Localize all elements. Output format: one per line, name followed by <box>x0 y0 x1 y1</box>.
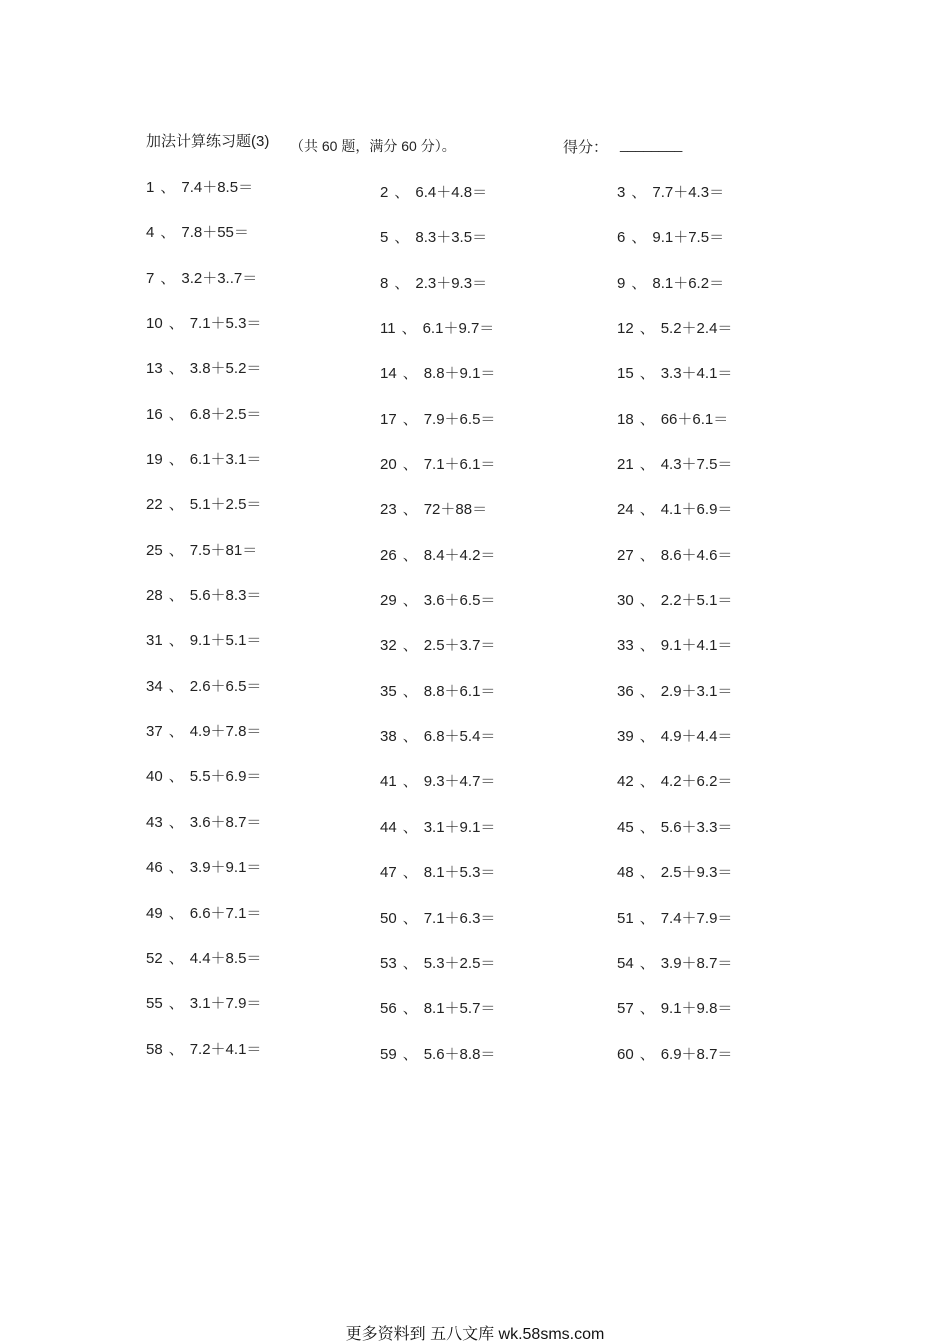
problem-number: 2 <box>380 184 389 201</box>
problem-number: 56 <box>380 1000 397 1018</box>
problem-separator: 、 <box>639 501 655 519</box>
problem-number: 44 <box>380 818 397 836</box>
problem-separator: 、 <box>639 909 655 927</box>
problem-number: 22 <box>146 496 163 514</box>
problem-item <box>146 992 261 1013</box>
problem-number: 39 <box>617 728 634 746</box>
problem-separator: 、 <box>639 320 655 338</box>
problem-number: 42 <box>617 773 634 791</box>
problem-separator: 、 <box>168 632 184 650</box>
problem-separator: 、 <box>639 728 655 746</box>
problem-separator: 、 <box>168 949 184 967</box>
problem-separator: 、 <box>168 813 184 831</box>
problem-number: 28 <box>146 587 163 605</box>
problem-separator: 、 <box>631 184 647 201</box>
problem-expression: 5.5＋6.9＝ <box>189 768 262 786</box>
problem-number: 40 <box>146 768 163 786</box>
problem-expression: 8.8＋9.1＝ <box>423 365 496 383</box>
problem-separator: 、 <box>394 229 410 247</box>
problem-separator: 、 <box>639 773 655 791</box>
problem-item <box>146 629 261 650</box>
problem-item <box>380 680 495 701</box>
problem-item <box>380 589 495 610</box>
problem-separator: 、 <box>168 451 184 469</box>
problem-expression: 8.8＋6.1＝ <box>423 682 496 700</box>
problem-expression: 6.8＋2.5＝ <box>189 405 262 423</box>
problem-number: 47 <box>380 864 397 882</box>
problem-item <box>380 816 495 837</box>
problem-expression: 8.1＋5.3＝ <box>423 864 496 882</box>
problem-number: 17 <box>380 410 397 428</box>
problem-expression: 5.2＋2.4＝ <box>660 320 733 338</box>
problem-number: 31 <box>146 632 163 650</box>
problem-item <box>617 816 732 837</box>
problem-number: 6 <box>617 229 626 247</box>
problem-number: 33 <box>617 637 634 655</box>
problem-expression: 7.1＋6.1＝ <box>423 456 496 474</box>
problem-number: 18 <box>617 410 634 428</box>
problem-separator: 、 <box>402 410 418 428</box>
problem-item <box>146 448 261 469</box>
problem-expression: 8.6＋4.6＝ <box>660 546 733 564</box>
problem-expression: 6.1＋9.7＝ <box>422 320 495 338</box>
problem-item <box>617 498 732 519</box>
problem-expression: 4.9＋7.8＝ <box>189 723 262 741</box>
problem-item <box>146 811 261 832</box>
problem-expression: 7.1＋6.3＝ <box>423 909 496 927</box>
problem-item <box>380 997 495 1018</box>
problem-expression: 3.3＋4.1＝ <box>660 365 733 383</box>
problem-row <box>0 443 950 488</box>
problem-expression: 8.4＋4.2＝ <box>423 546 496 564</box>
problem-item <box>146 539 257 560</box>
problem-expression: 7.7＋4.3＝ <box>652 184 725 201</box>
problem-number: 21 <box>617 456 634 474</box>
problem-number: 3 <box>617 184 626 201</box>
problem-separator: 、 <box>402 546 418 564</box>
problem-item <box>380 408 495 429</box>
problem-row <box>0 262 950 307</box>
problem-separator: 、 <box>402 682 418 700</box>
problem-separator: 、 <box>168 859 184 877</box>
problem-item <box>146 675 261 696</box>
problem-separator: 、 <box>168 677 184 695</box>
problem-expression: 3.1＋9.1＝ <box>423 818 496 836</box>
problem-separator: 、 <box>639 456 655 474</box>
problem-number: 41 <box>380 773 397 791</box>
problem-separator: 、 <box>160 224 176 242</box>
problem-expression: 3.2＋3..7＝ <box>181 269 258 287</box>
problem-expression: 2.6＋6.5＝ <box>189 677 262 695</box>
problem-item <box>146 856 261 877</box>
problem-expression: 5.6＋8.8＝ <box>423 1045 496 1063</box>
problem-item <box>380 1043 495 1064</box>
problem-expression: 5.1＋2.5＝ <box>189 496 262 514</box>
problem-item <box>617 589 732 610</box>
problem-item <box>146 267 257 288</box>
problem-expression: 9.1＋9.8＝ <box>660 1000 733 1018</box>
problem-separator: 、 <box>639 1045 655 1063</box>
problem-expression: 66＋6.1＝ <box>660 410 729 428</box>
problem-number: 60 <box>617 1045 634 1063</box>
problem-expression: 6.4＋4.8＝ <box>415 184 488 201</box>
problem-separator: 、 <box>160 179 176 196</box>
problem-separator: 、 <box>639 546 655 564</box>
problem-separator: 、 <box>168 768 184 786</box>
problem-number: 4 <box>146 224 155 242</box>
problem-item <box>380 362 495 383</box>
problem-separator: 、 <box>168 496 184 514</box>
problem-row <box>0 670 950 715</box>
problem-expression: 5.3＋2.5＝ <box>423 954 496 972</box>
problem-number: 1 <box>146 179 155 196</box>
problem-separator: 、 <box>639 1000 655 1018</box>
problem-number: 59 <box>380 1045 397 1063</box>
problem-expression: 3.6＋8.7＝ <box>189 813 262 831</box>
problem-separator: 、 <box>402 818 418 836</box>
problem-row <box>0 171 950 216</box>
problem-item <box>617 544 732 565</box>
problem-number: 7 <box>146 269 155 287</box>
problem-separator: 、 <box>639 682 655 700</box>
problem-item <box>617 181 724 202</box>
problem-item <box>380 272 487 293</box>
worksheet-header <box>0 130 950 160</box>
problem-item <box>617 680 732 701</box>
problem-number: 49 <box>146 904 163 922</box>
problem-expression: 9.1＋4.1＝ <box>660 637 733 655</box>
problem-separator: 、 <box>402 1045 418 1063</box>
problem-expression: 8.1＋5.7＝ <box>423 1000 496 1018</box>
problem-separator: 、 <box>402 864 418 882</box>
problem-row <box>0 1033 950 1078</box>
problem-number: 8 <box>380 274 389 292</box>
problem-separator: 、 <box>168 587 184 605</box>
problem-row <box>0 216 950 261</box>
problem-row <box>0 352 950 397</box>
problem-row <box>0 579 950 624</box>
problem-expression: 7.4＋8.5＝ <box>181 179 254 196</box>
problem-number: 24 <box>617 501 634 519</box>
problem-separator: 、 <box>402 773 418 791</box>
problem-separator: 、 <box>168 541 184 559</box>
problem-item <box>617 317 732 338</box>
problem-expression: 2.2＋5.1＝ <box>660 592 733 610</box>
problem-separator: 、 <box>402 954 418 972</box>
problem-expression: 6.9＋8.7＝ <box>660 1045 733 1063</box>
problem-item <box>617 226 724 247</box>
problem-separator: 、 <box>402 909 418 927</box>
problem-separator: 、 <box>402 1000 418 1018</box>
problem-expression: 8.1＋6.2＝ <box>652 274 725 292</box>
problem-number: 50 <box>380 909 397 927</box>
problem-number: 10 <box>146 315 163 333</box>
problem-expression: 3.9＋8.7＝ <box>660 954 733 972</box>
problem-separator: 、 <box>402 592 418 610</box>
problem-item <box>617 408 728 429</box>
problem-number: 51 <box>617 909 634 927</box>
problem-expression: 7.5＋81＝ <box>189 541 258 559</box>
problem-item <box>617 1043 732 1064</box>
problem-row <box>0 488 950 533</box>
problem-separator: 、 <box>639 864 655 882</box>
problem-row <box>0 897 950 942</box>
problem-expression: 3.1＋7.9＝ <box>189 995 262 1013</box>
problem-separator: 、 <box>631 229 647 247</box>
problem-separator: 、 <box>168 360 184 378</box>
problem-item <box>617 634 732 655</box>
problem-separator: 、 <box>639 954 655 972</box>
problem-item <box>617 725 732 746</box>
problem-item <box>146 357 261 378</box>
problem-expression: 7.2＋4.1＝ <box>189 1040 262 1058</box>
problem-number: 29 <box>380 592 397 610</box>
problem-expression: 3.9＋9.1＝ <box>189 859 262 877</box>
problem-item <box>380 226 487 247</box>
problem-separator: 、 <box>401 320 417 338</box>
problem-separator: 、 <box>639 637 655 655</box>
problem-number: 11 <box>380 320 396 338</box>
problem-expression: 5.6＋3.3＝ <box>660 818 733 836</box>
problem-number: 14 <box>380 365 397 383</box>
problem-number: 34 <box>146 677 163 695</box>
problem-item <box>146 584 261 605</box>
problem-number: 54 <box>617 954 634 972</box>
problem-number: 38 <box>380 728 397 746</box>
problem-expression: 4.4＋8.5＝ <box>189 949 262 967</box>
problem-number: 43 <box>146 813 163 831</box>
problem-expression: 7.9＋6.5＝ <box>423 410 496 428</box>
problem-number: 26 <box>380 546 397 564</box>
problem-number: 57 <box>617 1000 634 1018</box>
problem-item <box>380 544 495 565</box>
problem-separator: 、 <box>160 269 176 287</box>
problem-expression: 8.3＋3.5＝ <box>415 229 488 247</box>
problem-row <box>0 851 950 896</box>
problem-grid <box>0 171 950 1078</box>
problem-number: 32 <box>380 637 397 655</box>
footer-watermark: 更多资料到 五八文库 wk.58sms.com <box>345 1326 605 1343</box>
problem-number: 12 <box>617 320 634 338</box>
problem-item <box>380 952 495 973</box>
problem-item <box>146 221 249 242</box>
problem-number: 16 <box>146 405 163 423</box>
score-label: 得分： <box>563 139 609 156</box>
problem-separator: 、 <box>639 818 655 836</box>
problem-row <box>0 307 950 352</box>
problem-separator: 、 <box>394 184 410 201</box>
problem-expression: 4.9＋4.4＝ <box>660 728 733 746</box>
problem-expression: 72＋88＝ <box>423 501 488 519</box>
problem-expression: 7.4＋7.9＝ <box>660 909 733 927</box>
problem-number: 52 <box>146 949 163 967</box>
worksheet-info: （共 60 题，满分 60 分）。 <box>290 138 456 154</box>
problem-expression: 4.2＋6.2＝ <box>660 773 733 791</box>
problem-item <box>380 317 494 338</box>
problem-item <box>146 902 261 923</box>
problem-separator: 、 <box>402 365 418 383</box>
problem-number: 35 <box>380 682 397 700</box>
problem-row <box>0 624 950 669</box>
problem-number: 46 <box>146 859 163 877</box>
problem-expression: 6.8＋5.4＝ <box>423 728 496 746</box>
problem-separator: 、 <box>168 1040 184 1058</box>
problem-expression: 2.3＋9.3＝ <box>415 274 488 292</box>
problem-row <box>0 534 950 579</box>
problem-number: 48 <box>617 864 634 882</box>
problem-separator: 、 <box>168 995 184 1013</box>
problem-separator: 、 <box>168 904 184 922</box>
problem-number: 45 <box>617 818 634 836</box>
problem-expression: 3.6＋6.5＝ <box>423 592 496 610</box>
problem-item <box>380 634 495 655</box>
problem-row <box>0 760 950 805</box>
problem-separator: 、 <box>639 410 655 428</box>
problem-item <box>146 176 253 197</box>
problem-expression: 2.9＋3.1＝ <box>660 682 733 700</box>
problem-separator: 、 <box>402 501 418 519</box>
problem-item <box>146 403 261 424</box>
problem-number: 25 <box>146 541 163 559</box>
problem-item <box>617 861 732 882</box>
problem-expression: 9.3＋4.7＝ <box>423 773 496 791</box>
problem-separator: 、 <box>168 405 184 423</box>
problem-expression: 5.6＋8.3＝ <box>189 587 262 605</box>
problem-item <box>380 725 495 746</box>
problem-number: 53 <box>380 954 397 972</box>
problem-number: 15 <box>617 365 634 383</box>
problem-item <box>617 997 732 1018</box>
problem-item <box>146 1038 261 1059</box>
problem-item <box>146 947 261 968</box>
score-blank: ________ <box>620 136 683 152</box>
problem-item <box>617 952 732 973</box>
problem-item <box>380 861 495 882</box>
problem-separator: 、 <box>394 274 410 292</box>
problem-separator: 、 <box>639 592 655 610</box>
problem-separator: 、 <box>639 365 655 383</box>
problem-number: 27 <box>617 546 634 564</box>
problem-number: 9 <box>617 274 626 292</box>
problem-number: 55 <box>146 995 163 1013</box>
problem-expression: 6.6＋7.1＝ <box>189 904 262 922</box>
problem-separator: 、 <box>402 456 418 474</box>
problem-row <box>0 715 950 760</box>
problem-number: 20 <box>380 456 397 474</box>
worksheet-title: 加法计算练习题(3) <box>146 133 270 150</box>
problem-number: 30 <box>617 592 634 610</box>
problem-item <box>617 453 732 474</box>
problem-row <box>0 987 950 1032</box>
problem-item <box>617 362 732 383</box>
problem-expression: 2.5＋3.7＝ <box>423 637 496 655</box>
problem-separator: 、 <box>168 315 184 333</box>
problem-number: 58 <box>146 1040 163 1058</box>
problem-expression: 6.1＋3.1＝ <box>189 451 262 469</box>
problem-expression: 3.8＋5.2＝ <box>189 360 262 378</box>
problem-row <box>0 398 950 443</box>
problem-expression: 7.8＋55＝ <box>181 224 249 242</box>
problem-row <box>0 806 950 851</box>
problem-number: 19 <box>146 451 163 469</box>
problem-item <box>380 907 495 928</box>
problem-item <box>380 453 495 474</box>
problem-number: 23 <box>380 501 397 519</box>
problem-item <box>146 765 261 786</box>
problem-number: 5 <box>380 229 389 247</box>
problem-item <box>146 720 261 741</box>
problem-item <box>380 498 487 519</box>
problem-item <box>380 770 495 791</box>
problem-item <box>617 770 732 791</box>
problem-number: 36 <box>617 682 634 700</box>
problem-item <box>617 907 732 928</box>
problem-expression: 9.1＋5.1＝ <box>189 632 262 650</box>
problem-expression: 4.3＋7.5＝ <box>660 456 733 474</box>
problem-separator: 、 <box>168 723 184 741</box>
problem-separator: 、 <box>402 637 418 655</box>
problem-expression: 4.1＋6.9＝ <box>660 501 733 519</box>
problem-item <box>617 272 724 293</box>
problem-number: 13 <box>146 360 163 378</box>
problem-item <box>380 181 487 202</box>
problem-separator: 、 <box>402 728 418 746</box>
problem-item <box>146 493 261 514</box>
problem-separator: 、 <box>631 274 647 292</box>
problem-item <box>146 312 261 333</box>
problem-row <box>0 942 950 987</box>
problem-expression: 9.1＋7.5＝ <box>652 229 725 247</box>
problem-expression: 7.1＋5.3＝ <box>189 315 262 333</box>
problem-expression: 2.5＋9.3＝ <box>660 864 733 882</box>
problem-number: 37 <box>146 723 163 741</box>
